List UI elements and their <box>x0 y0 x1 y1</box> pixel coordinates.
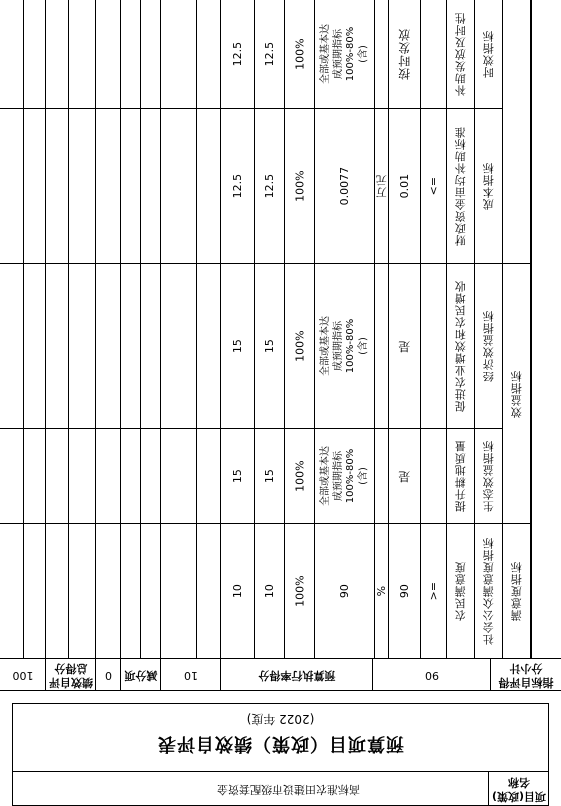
score-cell: 12.5 <box>231 42 245 67</box>
completion-cell: 100% <box>293 460 307 493</box>
title-rule <box>548 703 549 806</box>
grid-rule <box>502 0 503 659</box>
unit-cell <box>375 264 389 429</box>
level2-label: 时效指标 <box>482 30 496 79</box>
operator-cell <box>421 429 447 524</box>
level2-label: 经济效益指标 <box>482 310 496 383</box>
actual-cell: 全部或基本达成预期指标 100%-80%(含) <box>320 446 369 507</box>
operator-cell: <= <box>427 177 441 196</box>
target-cell: 90 <box>398 584 412 599</box>
score-cell: 10 <box>231 584 245 599</box>
grid-rule <box>160 0 161 691</box>
grid-rule <box>490 659 491 691</box>
score-cell: 15 <box>231 339 245 354</box>
weight-cell: 12.5 <box>263 42 277 67</box>
actual-cell: 全部或基本达成预期指标 100%-80%(含) <box>320 24 369 85</box>
total-label: 绩效自评总得分 <box>49 662 93 690</box>
grid-rule <box>0 263 503 264</box>
operator-cell <box>421 0 447 109</box>
target-cell: 是 <box>397 470 412 483</box>
deduct-label: 减分项 <box>124 669 158 683</box>
level3-label: 促进农业增效和农民增收 <box>454 280 468 413</box>
grid-rule <box>503 523 531 524</box>
grid-rule <box>45 0 46 691</box>
grid-rule <box>420 0 421 659</box>
level1-label: 效益指标 <box>510 370 524 418</box>
grid-rule <box>474 0 475 659</box>
grid-rule <box>0 690 561 691</box>
subtotal-value: 90 <box>425 669 439 683</box>
grid-rule <box>0 523 503 524</box>
actual-cell: 全部或基本达成预期指标 100%-80%(含) <box>320 316 369 377</box>
budget-label: 预算执行率得分 <box>258 669 336 683</box>
score-cell: 12.5 <box>231 174 245 199</box>
grid-rule <box>446 0 447 659</box>
unit-cell <box>375 0 389 109</box>
grid-rule <box>140 0 141 659</box>
grid-rule <box>120 0 121 691</box>
weight-cell: 15 <box>263 469 277 484</box>
target-cell: 0.01 <box>398 174 412 199</box>
actual-cell: 90 <box>338 584 352 599</box>
grid-rule <box>388 0 389 659</box>
project-name: 高标准农田建设市级配套资金 <box>217 783 360 797</box>
level2-label: 生态效益指标 <box>482 440 496 513</box>
level3-label: 提升耕地质量 <box>454 440 468 513</box>
unit-cell <box>375 429 389 524</box>
grid-rule <box>530 0 532 659</box>
grid-rule <box>254 0 255 659</box>
level2-label: 社会公众满意度指标 <box>482 537 496 646</box>
grid-rule <box>284 0 285 659</box>
weight-cell: 15 <box>263 339 277 354</box>
operator-cell: >= <box>427 582 441 601</box>
grid-rule <box>0 428 503 429</box>
level1-label: 满意度指标 <box>510 561 524 622</box>
completion-cell: 100% <box>293 330 307 363</box>
operator-cell <box>421 264 447 429</box>
total-value: 100 <box>12 669 34 683</box>
grid-rule <box>23 0 24 659</box>
project-label: 项目(政策)名称 <box>491 776 547 804</box>
weight-cell: 12.5 <box>263 174 277 199</box>
unit-cell: % <box>375 586 389 597</box>
completion-cell: 100% <box>293 38 307 71</box>
level2-label: 成本指标 <box>482 162 496 211</box>
grid-rule <box>372 659 373 691</box>
title-rule <box>12 771 549 772</box>
target-cell: 是 <box>397 340 412 353</box>
form-year: (2022 年度) <box>246 711 315 726</box>
level3-label: 农民满意度 <box>454 561 468 622</box>
weight-cell: 10 <box>263 584 277 599</box>
budget-value: 10 <box>184 669 198 683</box>
actual-cell: 0.0077 <box>338 167 352 206</box>
title-rule <box>12 703 13 806</box>
completion-cell: 100% <box>293 170 307 203</box>
grid-rule <box>0 108 503 109</box>
grid-rule <box>95 0 96 691</box>
deduct-value: 0 <box>105 669 112 683</box>
level3-label: 财政资金亩均补助标准 <box>454 126 468 247</box>
grid-rule <box>0 658 561 659</box>
form-title: 预算项目（政策）绩效自评表 <box>157 732 404 754</box>
grid-rule <box>196 0 197 659</box>
subtotal-label: 指标自评得分小计 <box>498 662 554 690</box>
grid-rule <box>68 0 69 659</box>
title-rule <box>12 703 549 704</box>
grid-rule <box>220 0 221 691</box>
grid-rule <box>503 263 531 264</box>
level3-label: 补助发放及时性 <box>454 12 468 97</box>
grid-rule <box>374 0 375 659</box>
unit-cell: 万元 <box>375 174 389 199</box>
grid-rule <box>314 0 315 659</box>
title-rule <box>488 771 489 806</box>
score-cell: 15 <box>231 469 245 484</box>
target-cell: 按时发放 <box>397 28 412 81</box>
completion-cell: 100% <box>293 575 307 608</box>
